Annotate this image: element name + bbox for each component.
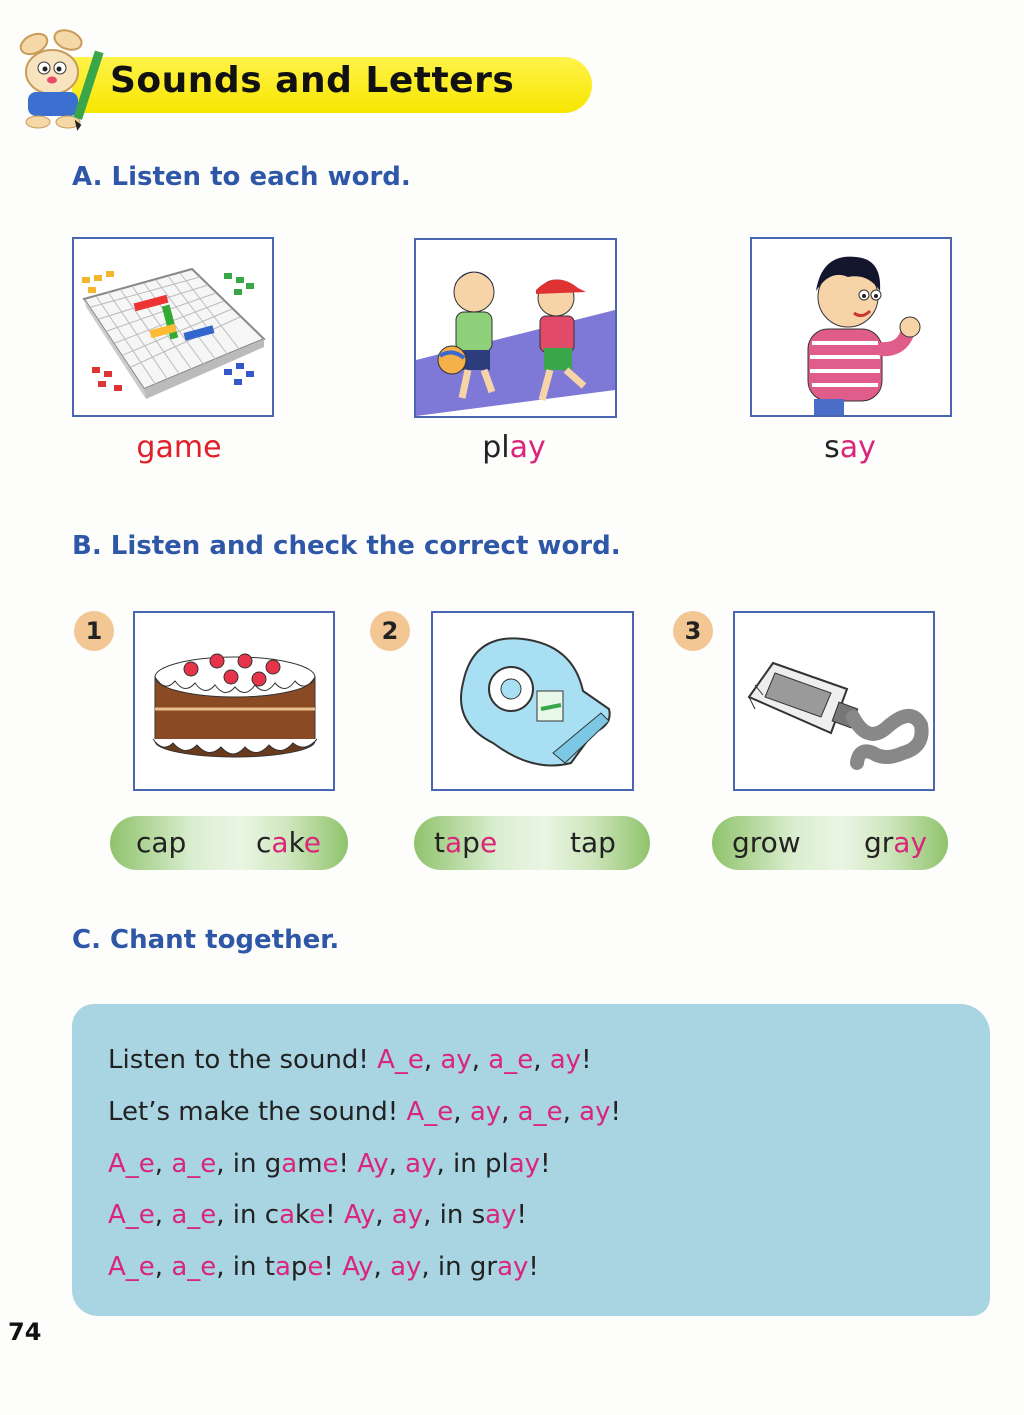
chant-text: Listen to the sound!: [108, 1045, 378, 1075]
chant-sound: ay: [390, 1252, 422, 1282]
chant-text: , in pl: [436, 1149, 509, 1179]
chant-sound: ay: [440, 1045, 472, 1075]
word-play-pl: pl: [482, 430, 510, 465]
option-grow[interactable]: [732, 816, 801, 870]
option-gray-ay: ay: [893, 826, 928, 859]
option-tape-t: t: [434, 826, 445, 859]
section-b-heading: B. Listen and check the correct word.: [72, 531, 621, 561]
word-game-e: e: [203, 430, 222, 465]
picture-tape: [431, 611, 634, 791]
chant-text: ,: [388, 1149, 406, 1179]
option-tape-a: a: [444, 826, 463, 859]
chant-text: k: [295, 1200, 310, 1230]
boy-saying-picture: [752, 239, 950, 415]
chant-sound: ay: [508, 1149, 541, 1179]
chant-text: !: [323, 1252, 343, 1282]
option-cake[interactable]: [256, 816, 321, 870]
picture-game: [72, 237, 274, 417]
chant-text: m: [297, 1149, 323, 1179]
option-cake-e: e: [303, 826, 322, 859]
chant-text: , in c: [216, 1200, 280, 1230]
option-cake-a: a: [271, 826, 289, 859]
chant-text: !: [610, 1097, 621, 1127]
chant-text: , in t: [216, 1252, 275, 1282]
chant-text: ,: [154, 1252, 172, 1282]
chant-sound: Ay: [342, 1252, 374, 1282]
chant-text: p: [290, 1252, 308, 1282]
chant-sound: A_e: [377, 1045, 424, 1075]
word-say-s: s: [824, 430, 840, 465]
option-gray[interactable]: [864, 816, 927, 870]
chant-sound: Ay: [357, 1149, 389, 1179]
word-game-g: g: [136, 430, 156, 465]
paint-tube-picture: [735, 613, 933, 789]
chant-sound: ay: [391, 1200, 424, 1230]
chant-sound: a_e: [171, 1252, 217, 1282]
option-tape-e: e: [479, 826, 498, 859]
chant-text: ,: [501, 1097, 518, 1127]
item-number-2: 2: [370, 611, 410, 651]
chant-sound: a_e: [517, 1097, 563, 1127]
chant-sound: Ay: [343, 1200, 376, 1230]
chant-text: ,: [423, 1045, 441, 1075]
chant-text: !: [581, 1045, 592, 1075]
word-game-m: m: [173, 430, 204, 465]
option-tape-p: p: [462, 826, 480, 859]
word-game: [79, 430, 279, 465]
option-grow-text: grow: [732, 826, 801, 859]
chant-sound: A_e: [108, 1252, 155, 1282]
chant-line-5: [108, 1252, 539, 1282]
chant-line-2: [108, 1097, 621, 1127]
chant-sound: a_e: [171, 1200, 217, 1230]
bunny-mascot-icon: [6, 22, 106, 132]
option-tape[interactable]: [434, 816, 497, 870]
picture-play: [414, 238, 617, 418]
chant-sound: ay: [579, 1097, 611, 1127]
page-number: 74: [8, 1318, 42, 1346]
chant-sound: a: [279, 1200, 295, 1230]
chant-sound: ay: [405, 1149, 437, 1179]
chant-sound: e: [309, 1200, 326, 1230]
chant-text: ,: [533, 1045, 550, 1075]
kids-playing-picture: [416, 240, 615, 416]
chant-sound: e: [307, 1252, 324, 1282]
chant-sound: A_e: [406, 1097, 454, 1127]
section-a-heading: A. Listen to each word.: [72, 162, 411, 192]
chant-text: ,: [373, 1252, 391, 1282]
chant-text: !: [325, 1200, 344, 1230]
chant-text: !: [528, 1252, 539, 1282]
chant-sound: a_e: [488, 1045, 534, 1075]
picture-cake: [133, 611, 335, 791]
chant-text: , in g: [216, 1149, 282, 1179]
word-play-ay: ay: [509, 430, 546, 465]
chant-sound: a_e: [171, 1149, 217, 1179]
option-cake-k: k: [288, 826, 304, 859]
chant-text: ,: [471, 1045, 489, 1075]
chant-sound: ay: [497, 1252, 529, 1282]
tape-dispenser-picture: [433, 613, 632, 789]
picture-say: [750, 237, 952, 417]
chant-text: Let’s make the sound!: [108, 1097, 407, 1127]
option-cap-text: cap: [136, 826, 187, 859]
picture-gray-paint: [733, 611, 935, 791]
section-c-heading: C. Chant together.: [72, 925, 340, 955]
chant-line-4: [108, 1200, 527, 1230]
option-cap[interactable]: [136, 816, 186, 870]
chant-text: ,: [154, 1200, 172, 1230]
item-number-3: 3: [673, 611, 713, 651]
chant-sound: A_e: [108, 1149, 155, 1179]
option-cake-c: c: [256, 826, 272, 859]
word-play: [414, 430, 614, 465]
chant-text: !: [338, 1149, 358, 1179]
chant-line-1: [108, 1045, 592, 1075]
option-tap-text: tap: [570, 826, 616, 859]
chant-line-3: [108, 1149, 551, 1179]
cake-picture: [135, 613, 333, 789]
chant-text: ,: [453, 1097, 470, 1127]
chant-text: !: [540, 1149, 551, 1179]
chant-sound: ay: [469, 1097, 502, 1127]
chant-text: !: [516, 1200, 527, 1230]
option-gray-gr: gr: [864, 826, 894, 859]
chant-text: , in gr: [421, 1252, 498, 1282]
page-title: Sounds and Letters: [110, 60, 515, 101]
chant-text: ,: [375, 1200, 392, 1230]
chant-text: ,: [562, 1097, 580, 1127]
word-game-a: a: [155, 430, 174, 465]
chant-text: , in s: [423, 1200, 486, 1230]
chant-sound: e: [322, 1149, 339, 1179]
option-tap[interactable]: [570, 816, 616, 870]
item-number-1: 1: [74, 611, 114, 651]
chant-sound: a: [281, 1149, 298, 1179]
board-game-picture: [74, 239, 272, 415]
chant-text: ,: [154, 1149, 172, 1179]
chant-sound: ay: [485, 1200, 517, 1230]
chant-sound: A_e: [108, 1200, 155, 1230]
chant-sound: ay: [549, 1045, 582, 1075]
word-say-ay: ay: [839, 430, 876, 465]
word-say: [750, 430, 950, 465]
chant-sound: a: [274, 1252, 291, 1282]
